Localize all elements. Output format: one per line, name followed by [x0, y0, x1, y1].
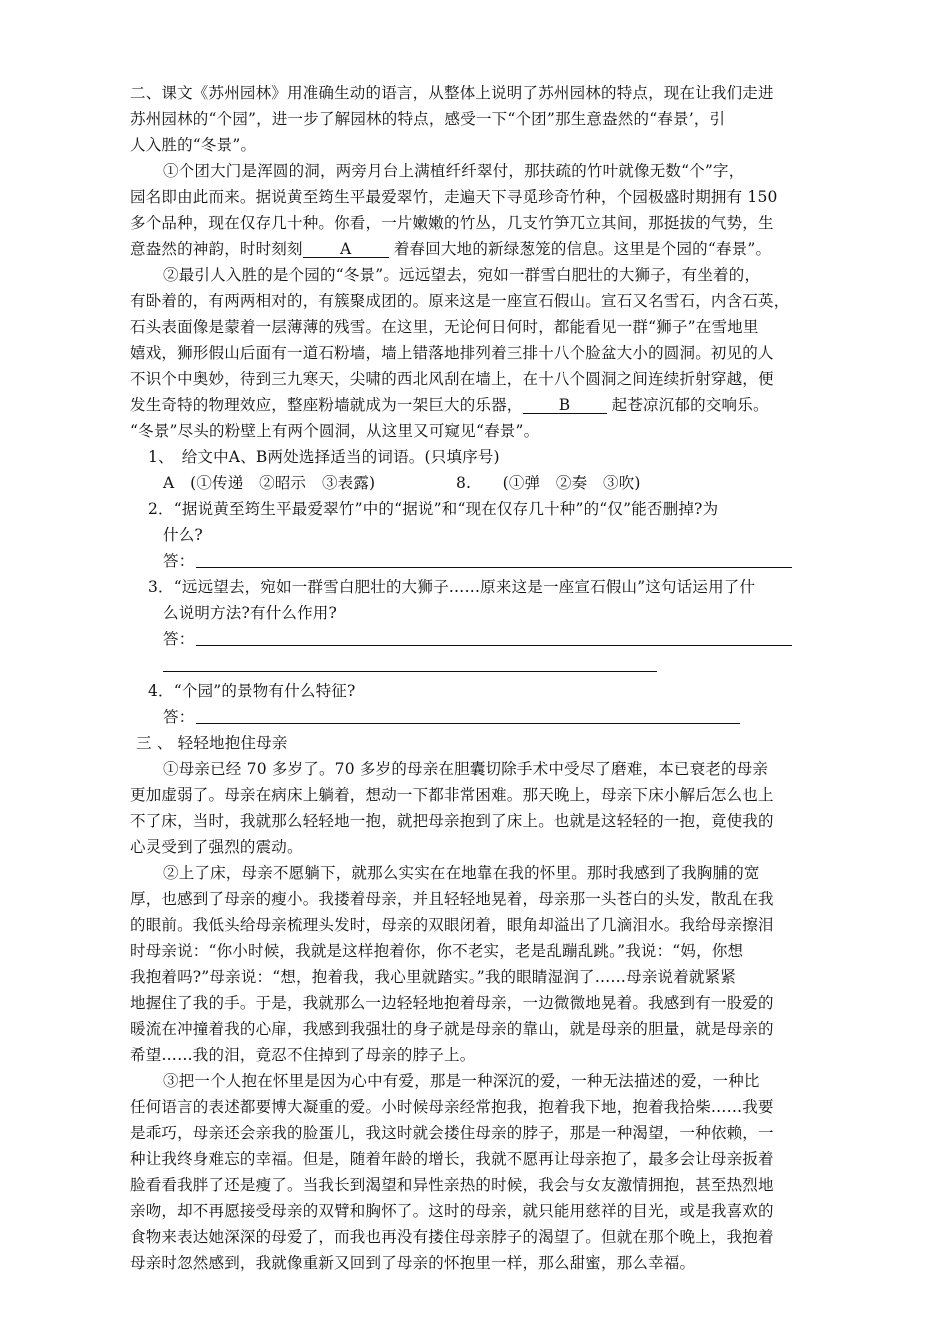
section2-intro-line-1: 二、课文《苏州园林》用准确生动的语言，从整体上说明了苏州园林的特点，现在让我们走进: [130, 84, 774, 102]
question-2-line-1: 2．“据说黄至筠生平最爱翠竹”中的“据说”和“现在仅存几十种”的“仅”能否删掉?为: [148, 500, 719, 518]
p2-line-6-before: 发生奇特的物理效应，整座粉墙就成为一架巨大的乐器，: [130, 396, 523, 414]
question-3-line-1: 3．“远远望去，宛如一群雪白肥壮的大狮子……原来这是一座宣石假山”这句话运用了什: [148, 578, 756, 596]
question-4: 4．“个园”的景物有什么特征?: [148, 682, 356, 700]
s3-p3-line-1: ③把一个人抱在怀里是因为心中有爱，那是一种深沉的爱，一种无法描述的爱，一种比: [163, 1072, 760, 1090]
s3-p2-line-4: 时母亲说：“你小时候，我就是这样抱着你，你不老实，老是乱蹦乱跳。”我说：“妈，你想: [130, 942, 744, 960]
s3-p2-line-5: 我抱着吗?”母亲说：“想，抱着我，我心里就踏实。”我的眼睛湿润了……母亲说着就紧紧: [130, 968, 737, 986]
answer-4-line[interactable]: [196, 723, 740, 724]
question-2-line-2: 什么?: [163, 526, 203, 544]
answer-2-label: 答：: [163, 552, 195, 570]
section2-intro-line-3: 人入胜的“冬景”。: [130, 136, 257, 154]
blank-b[interactable]: B: [523, 397, 607, 414]
p2-line-7: “冬景”尽头的粉壁上有两个圆洞，从这里又可窥见“春景”。: [130, 422, 540, 440]
answer-2-line[interactable]: [196, 567, 792, 568]
s3-p2-line-7: 暖流在冲撞着我的心扉，我感到我强壮的身子就是母亲的靠山，就是母亲的胆量，就是母亲的: [130, 1020, 774, 1038]
s3-p3-line-2: 任何语言的表述都要博大凝重的爱。小时候母亲经常抱我，抱着我下地，抱着我拾柴……我要: [130, 1098, 774, 1116]
blank-a[interactable]: A: [303, 241, 389, 258]
p2-line-4: 嬉戏，狮形假山后面有一道石粉墙，墙上错落地排列着三排十八个脸盆大小的圆洞。初见的人: [130, 344, 774, 362]
answer-3-label: 答：: [163, 630, 195, 648]
question-3-line-2: 么说明方法?有什么作用?: [163, 604, 338, 622]
s3-p2-line-2: 厚，也感到了母亲的瘦小。我搂着母亲，并且轻轻地晃着，母亲那一头苍白的头发，散乱在我: [130, 890, 774, 908]
s3-p2-line-1: ②上了床，母亲不愿躺下，就那么实实在在地靠在我的怀里。那时我感到了我胸脯的宽: [163, 864, 760, 882]
question-1-options-a: A (①传递 ②昭示 ③表露): [163, 474, 376, 492]
p1-line-4: [130, 239, 771, 259]
s3-p1-line-3: 不了床，当时，我就那么轻轻地一抱，就把母亲抱到了床上。也就是这轻轻的一抱，竟使我的: [130, 812, 774, 830]
answer-3-line-1[interactable]: [196, 645, 792, 646]
answer-4-label: 答：: [163, 708, 195, 726]
s3-p1-line-1: ①母亲已经 70 多岁了。70 多岁的母亲在胆囊切除手术中受尽了磨难，本已衰老的母亲: [163, 760, 769, 778]
s3-p2-line-8: 希望……我的泪，竟忍不住掉到了母亲的脖子上。: [130, 1046, 476, 1064]
p1-line-4-before: 意盎然的神韵，时时刻刻: [130, 240, 303, 258]
s3-p2-line-3: 的眼前。我低头给母亲梳理头发时，母亲的双眼闭着，眼角却溢出了几滴泪水。我给母亲擦泪: [130, 916, 774, 934]
s3-p1-line-2: 更加虚弱了。母亲在病床上躺着，想动一下都非常困难。那天晚上，母亲下床小解后怎么也上: [130, 786, 774, 804]
s3-p3-line-3: 是乖巧，母亲还会亲我的脸蛋儿，我这时就会搂住母亲的脖子，那是一种渴望，一种依赖，一: [130, 1124, 774, 1142]
p2-line-1: ②最引人入胜的是个园的“冬景”。远远望去，宛如一群雪白肥壮的大狮子，有坐着的，: [163, 266, 761, 284]
p2-line-2: 有卧着的，有两两相对的，有簇聚成团的。原来这是一座宣石假山。宣石又名雪石，内含石英，: [130, 292, 790, 310]
p1-line-1: ①个团大门是浑圆的洞，两旁月台上满植纤纤翠付，那扶疏的竹叶就像无数“个”字，: [163, 162, 745, 180]
question-1: 1、 给文中A、B两处选择适当的词语。(只填序号): [148, 448, 500, 466]
p1-line-3: 多个品种，现在仅存几十种。你看，一片嫩嫩的竹丛，几支竹笋兀立其间，那挺拔的气势，生: [130, 214, 774, 232]
s3-p3-line-5: 脸看看我胖了还是瘦了。当我长到渴望和异性亲热的时候，我会与女友激情拥抱，甚至热烈地: [130, 1176, 774, 1194]
p2-line-3: 石头表面像是蒙着一层薄薄的残雪。在这里，无论何日何时，都能看见一群“狮子”在雪地里: [130, 318, 759, 336]
p1-line-2: 园名即由此而来。据说黄至筠生平最爱翠竹，走遍天下寻觅珍奇竹种，个园极盛时期拥有 150: [130, 188, 778, 206]
s3-p2-line-6: 地握住了我的手。于是，我就那么一边轻轻地抱着母亲，一边微微地晃着。我感到有一股爱的: [130, 994, 774, 1012]
section2-intro-line-2: 苏州园林的“个园”，进一步了解园林的特点，感受一下“个团”那生意盎然的“春景’，引: [130, 110, 726, 128]
s3-p3-line-4: 种让我终身难忘的幸福。但是，随着年龄的增长，我就不愿再让母亲抱了，最多会让母亲扳着: [130, 1150, 774, 1168]
p2-line-6-after: 起苍凉沉郁的交响乐。: [611, 396, 769, 414]
question-1-options-b: 8. (①弹 ②奏 ③吹): [456, 474, 641, 492]
section3-title: 三 、 轻轻地抱住母亲: [136, 734, 288, 752]
p2-line-6: [130, 395, 769, 415]
s3-p3-line-8: 母亲时忽然感到，我就像重新又回到了母亲的怀抱里一样，那么甜蜜，那么幸福。: [130, 1254, 696, 1272]
p1-line-4-after: 着春回大地的新绿葱笼的信息。这里是个园的“春景”。: [393, 240, 772, 258]
s3-p3-line-7: 食物来表达她深深的母爱了，而我也再没有搂住母亲脖子的渴望了。但就在那个晚上，我抱着: [130, 1228, 774, 1246]
s3-p3-line-6: 亲吻，却不再愿接受母亲的双臂和胸怀了。这时的母亲，就只能用慈祥的目光，或是我喜欢的: [130, 1202, 774, 1220]
answer-3-line-2[interactable]: [163, 671, 657, 672]
p2-line-5: 不识个中奥妙，待到三九寒天，尖啸的西北风刮在墙上，在十八个圆洞之间连续折射穿越，便: [130, 370, 774, 388]
s3-p1-line-4: 心灵受到了强烈的震动。: [130, 838, 303, 856]
